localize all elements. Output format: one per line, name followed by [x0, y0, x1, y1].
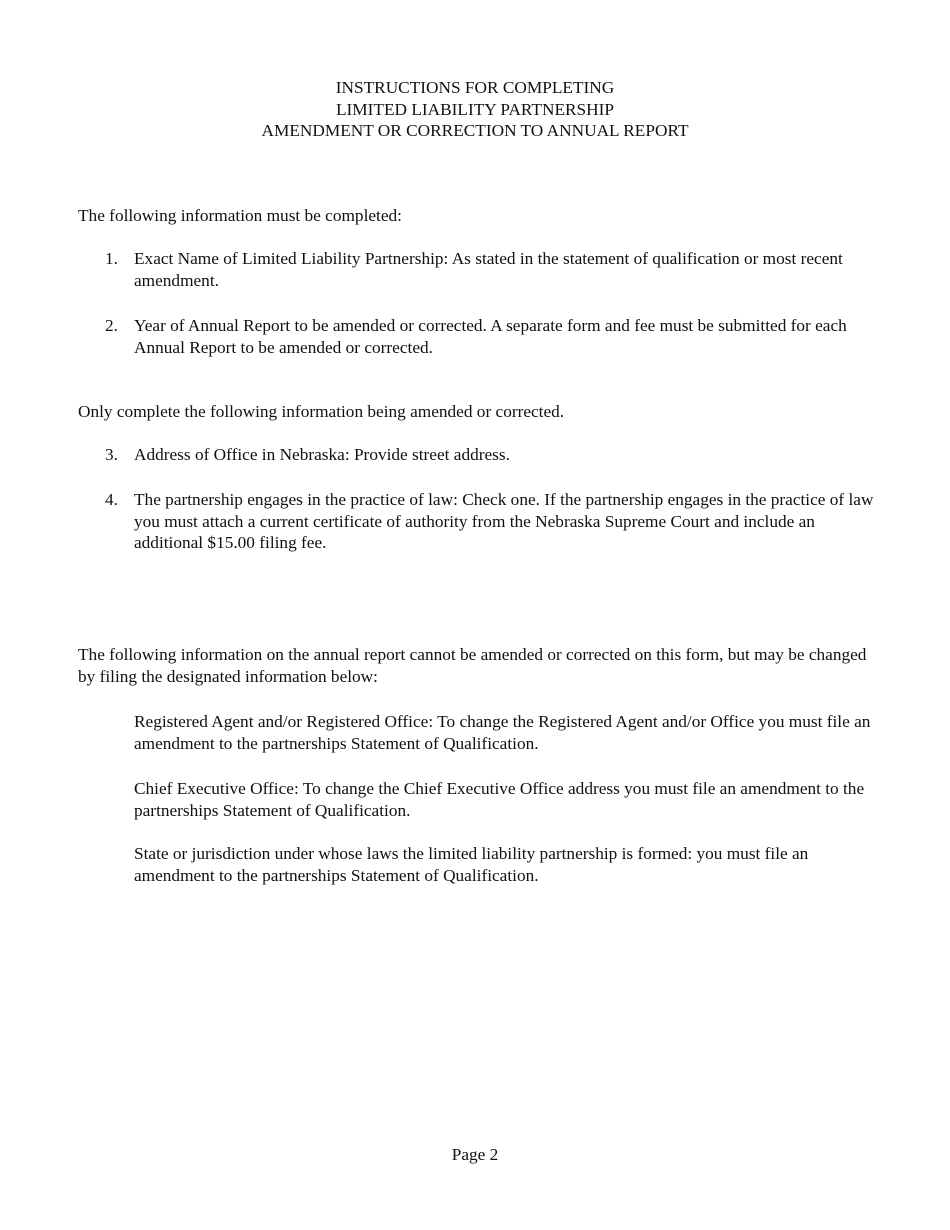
section-2-intro: Only complete the following information being amended or corrected.	[78, 402, 565, 421]
chief-executive-office-paragraph: Chief Executive Office: To change the Chief Executive Office address you must file an amendment to the partnerships Statement of Qualification.	[134, 779, 865, 820]
document-title	[0, 77, 950, 142]
item-number: 2.	[105, 316, 118, 335]
item-text: The partnership engages in the practice of law: Check one. If the partnership engages in the practice of law you must attach a current certificate of authority from the Nebraska Supreme Court and include an additional $15.00 filing fee.	[134, 490, 874, 552]
instruction-item-1	[105, 248, 880, 291]
title-line-3: AMENDMENT OR CORRECTION TO ANNUAL REPORT	[261, 121, 689, 140]
item-number: 4.	[105, 490, 118, 509]
item-text: Year of Annual Report to be amended or corrected. A separate form and fee must be submitted for each Annual Report to be amended or corrected.	[134, 316, 847, 357]
section-3-intro: The following information on the annual report cannot be amended or corrected on this form, but may be changed by filing the designated information below:	[78, 645, 867, 686]
item-text: Address of Office in Nebraska: Provide street address.	[134, 445, 510, 464]
instruction-item-4	[105, 489, 880, 554]
section-1-intro: The following information must be completed:	[78, 206, 402, 225]
title-line-1: INSTRUCTIONS FOR COMPLETING	[335, 78, 615, 97]
instruction-item-3	[105, 444, 880, 466]
item-text: Exact Name of Limited Liability Partnership: As stated in the statement of qualification or most recent amendment.	[134, 249, 843, 290]
item-number: 1.	[105, 249, 118, 268]
page-number: Page 2	[451, 1145, 499, 1164]
item-number: 3.	[105, 445, 118, 464]
title-line-2: LIMITED LIABILITY PARTNERSHIP	[335, 99, 614, 119]
jurisdiction-paragraph: State or jurisdiction under whose laws the limited liability partnership is formed: you must file an amendment to the partnerships Statement of Qualification.	[134, 844, 809, 885]
instruction-item-2	[105, 315, 880, 358]
registered-agent-paragraph: Registered Agent and/or Registered Office: To change the Registered Agent and/or Office you must file an amendment to the partnerships Statement of Qualification.	[134, 712, 871, 753]
